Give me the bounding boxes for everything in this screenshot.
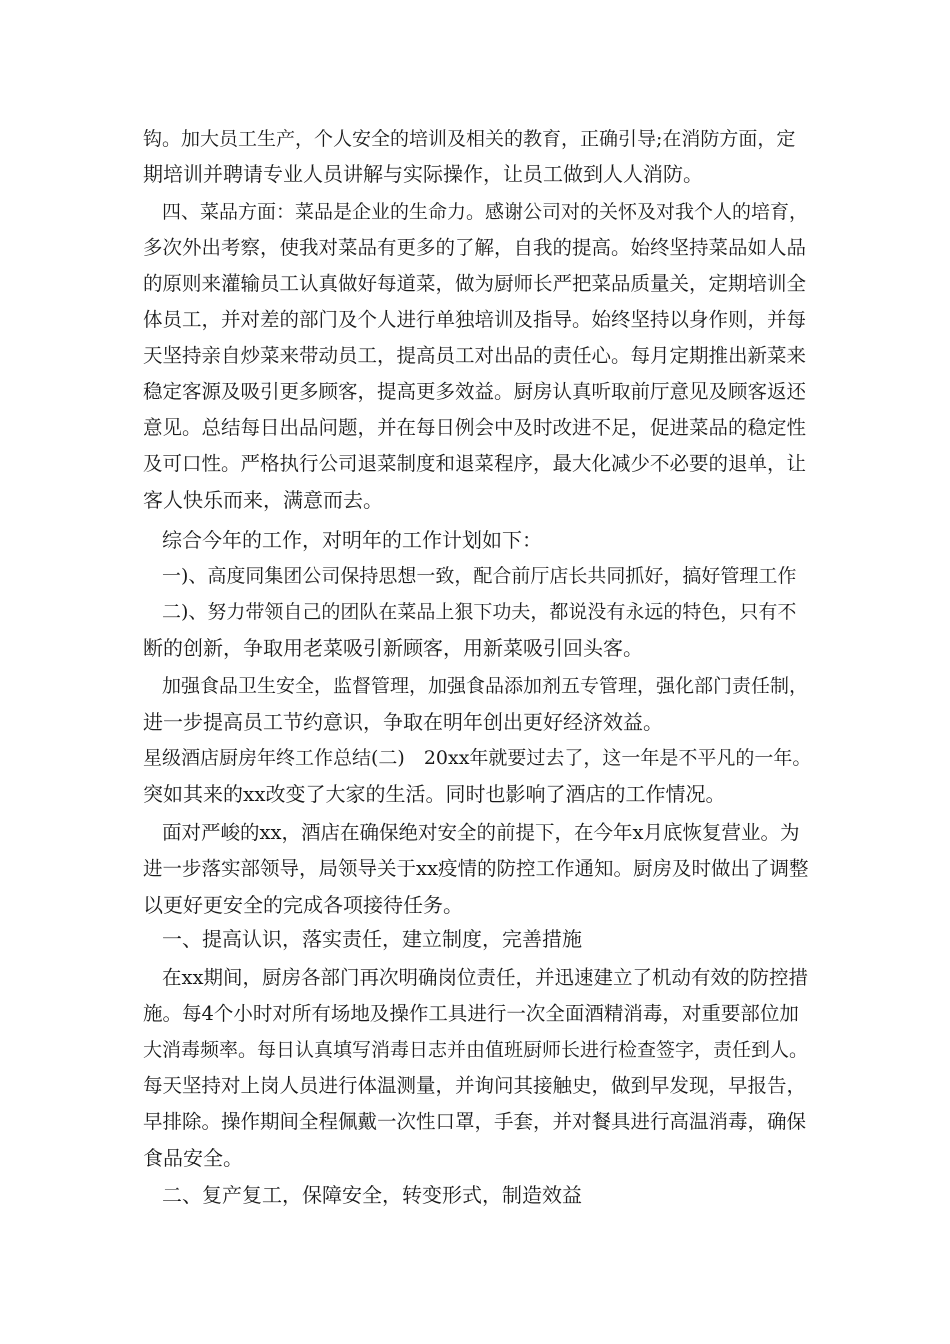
text-line: 面对严峻的xx，酒店在确保绝对安全的前提下，在今年x月底恢复营业。为 [162, 821, 800, 844]
text-line: 大消毒频率。每日认真填写消毒日志并由值班厨师长进行检查签字，责任到人。 [143, 1039, 809, 1061]
text-line: 以更好更安全的完成各项接待任务。 [143, 893, 463, 917]
text-line: 二)、努力带领自己的团队在菜品上狠下功夫，都说没有永远的特色，只有不 [162, 601, 797, 623]
text-line: 天坚持亲自炒菜来带动员工，提高员工对出品的责任心。每月定期推出新菜来 [143, 344, 807, 367]
text-line: 期培训并聘请专业人员讲解与实际操作，让员工做到人人消防。 [143, 162, 703, 186]
text-line: 综合今年的工作，对明年的工作计划如下： [162, 528, 542, 552]
text-line: 突如其来的xx改变了大家的生活。同时也影响了酒店的工作情况。 [143, 782, 726, 806]
text-line: 客人快乐而来，满意而去。 [143, 488, 383, 512]
text-line: 体员工，并对差的部门及个人进行单独培训及指导。始终坚持以身作则，并每 [143, 308, 807, 331]
text-line: 进一步落实部领导，局领导关于xx疫情的防控工作通知。厨房及时做出了调整 [143, 857, 809, 880]
text-line: 星级酒店厨房年终工作总结(二) 20xx年就要过去了，这一年是不平凡的一年。 [143, 747, 812, 769]
text-line: 进一步提高员工节约意识，争取在明年创出更好经济效益。 [143, 710, 663, 734]
text-line: 一、提高认识，落实责任，建立制度，完善措施 [162, 927, 582, 951]
text-line: 稳定客源及吸引更多顾客，提高更多效益。厨房认真听取前厅意见及顾客返还 [143, 380, 807, 403]
text-line: 的原则来灌输员工认真做好每道菜，做为厨师长严把菜品质量关，定期培训全 [143, 272, 807, 295]
text-line: 二、复产复工，保障安全，转变形式，制造效益 [162, 1183, 582, 1207]
text-line: 每天坚持对上岗人员进行体温测量，并询问其接触史，做到早发现，早报告， [143, 1074, 807, 1097]
text-line: 及可口性。严格执行公司退菜制度和退菜程序，最大化减少不必要的退单，让 [143, 452, 807, 475]
text-line: 施。每4个小时对所有场地及操作工具进行一次全面酒精消毒，对重要部位加 [143, 1002, 799, 1025]
text-line: 在xx期间，厨房各部门再次明确岗位责任，并迅速建立了机动有效的防控措 [162, 966, 808, 989]
text-line: 四、菜品方面：菜品是企业的生命力。感谢公司对的关怀及对我个人的培育， [162, 201, 809, 223]
text-line: 食品安全。 [143, 1146, 243, 1170]
text-line: 一)、高度同集团公司保持思想一致，配合前厅店长共同抓好，搞好管理工作 [162, 565, 797, 587]
text-line: 意见。总结每日出品问题，并在每日例会中及时改进不足，促进菜品的稳定性 [143, 416, 807, 439]
text-line: 加强食品卫生安全，监督管理，加强食品添加剂五专管理，强化部门责任制， [162, 675, 809, 697]
text-line: 多次外出考察，使我对菜品有更多的了解，自我的提高。始终坚持菜品如人品 [143, 236, 807, 259]
text-line: 钩。加大员工生产，个人安全的培训及相关的教育，正确引导;在消防方面，定 [143, 128, 796, 150]
text-line: 断的创新，争取用老菜吸引新顾客，用新菜吸引回头客。 [143, 636, 643, 660]
text-line: 早排除。操作期间全程佩戴一次性口罩，手套，并对餐具进行高温消毒，确保 [143, 1110, 807, 1133]
